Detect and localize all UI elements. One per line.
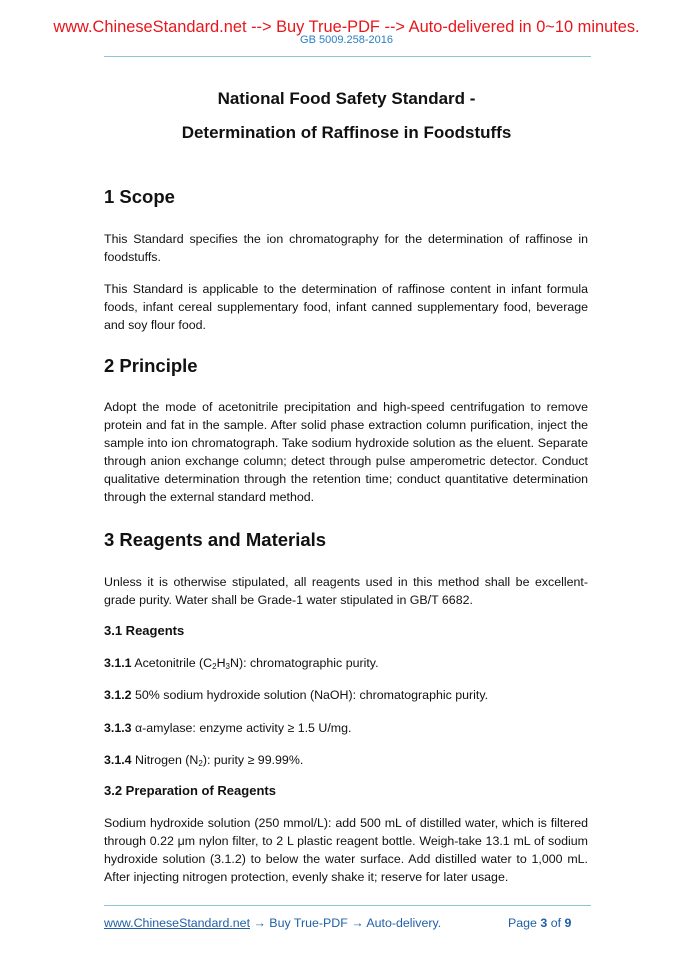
item-number: 3.1.2 [104,688,132,702]
item-number: 3.1.4 [104,753,132,767]
document-title-line2: Determination of Raffinose in Foodstuffs [181,123,512,142]
footer-link[interactable]: www.ChineseStandard.net [104,916,251,930]
document-title-line1: National Food Safety Standard - [217,89,476,108]
footer-divider [104,905,591,906]
principle-paragraph: Adopt the mode of acetonitrile precipitation and high-speed centrifugation to remove protein and fat in the sample. After solid phase extraction column purification, inject the sample into ion chromatograph. Take sodium hydroxide solution as the eluent. Separate through anion exchange column; detect through pulse amperometric detector. Conduct qualitative determination through the retention time; conduct quantitative determination through the external standard method. [104,400,588,504]
scope-paragraph-1: This Standard specifies the ion chromatography for the determination of raffinose in foodstuffs. [104,232,588,264]
section-heading-reagents: 3 Reagents and Materials [104,529,327,550]
section-heading-scope: 1 Scope [104,186,175,207]
subsection-heading-preparation: 3.2 Preparation of Reagents [104,783,276,798]
page-indicator: Page 3 of 9 [508,916,572,930]
promo-banner[interactable]: www.ChineseStandard.net --> Buy True-PDF --> Auto-delivered in 0~10 minutes. [53,18,640,36]
item-number: 3.1.3 [104,721,132,735]
list-item: 3.1.3 α-amylase: enzyme activity ≥ 1.5 U/mg. [104,721,352,735]
scope-paragraph-2: This Standard is applicable to the determination of raffinose content in infant formula foods, infant cereal supplementary food, infant canned supplementary food, beverage and soy flour food. [104,282,588,332]
total-pages: 9 [564,916,572,930]
item-number: 3.1.1 [104,656,132,670]
current-page-number: 3 [540,916,548,930]
list-item: 3.1.4 Nitrogen $(N_2)$: purity ≥ 99.99%. [104,753,304,768]
section-heading-principle: 2 Principle [104,355,198,376]
preparation-paragraph: Sodium hydroxide solution (250 mmol/L): add 500 mL of distilled water, which is filtered through 0.22 μm nylon filter, to 2 L plastic reagent bottle. Weigh-take 13.1 mL of sodium hydroxide solution (3.1.2) to below the water surface. Add distilled water to 1,000 mL. After injecting nitrogen protection, evenly shake it; reserve for later usage. [104,816,588,884]
standard-code: GB 5009.258-2016 [300,34,393,46]
header-divider [104,56,591,57]
subsection-heading-reagents: 3.1 Reagents [104,623,185,638]
reagents-paragraph: Unless it is otherwise stipulated, all reagents used in this method shall be excellent-grade purity. Water shall be Grade-1 water stipulated in GB/T 6682. [104,575,588,607]
list-item: 3.1.2 50% sodium hydroxide solution (NaOH): chromatographic purity. [104,688,489,702]
footer-promo: www.ChineseStandard.net → Buy True-PDF → Auto-delivery. [104,916,442,930]
list-item: 3.1.1 Acetonitrile $(C_2H_3N)$: chromatographic purity. [104,656,379,671]
